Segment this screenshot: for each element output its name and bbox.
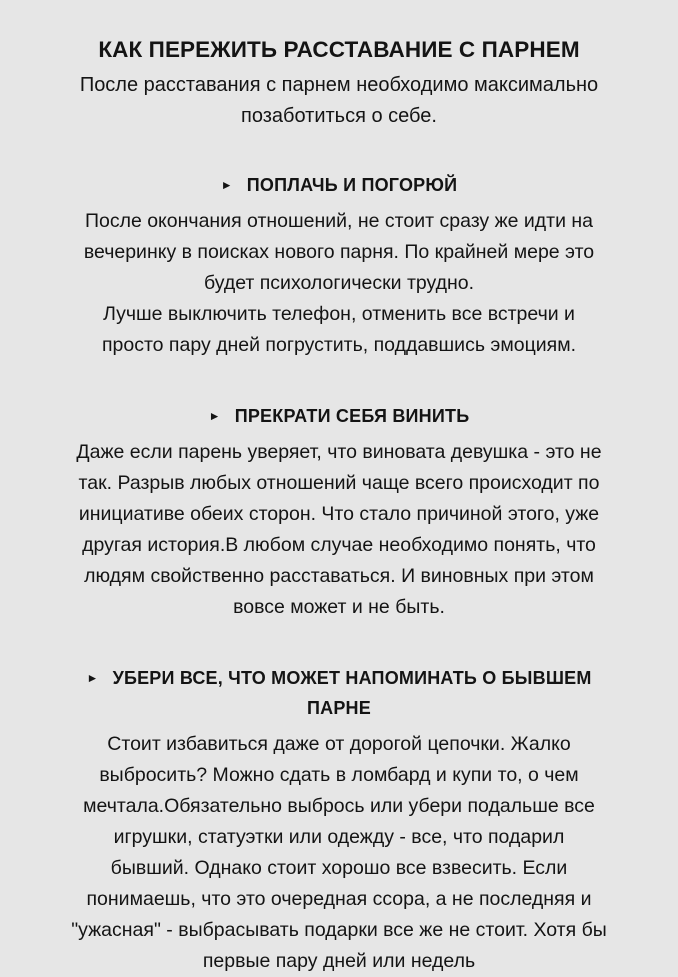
body-line: Стоит избавиться даже от дорогой цепочки. Жалко (107, 733, 571, 755)
triangle-right-icon: ► (220, 178, 233, 192)
body-line: будет психологически трудно. (203, 272, 475, 294)
section-remove-reminders (18, 663, 660, 977)
body-line: Лучше выключить телефон, отменить все встречи и (103, 303, 575, 325)
body-line: мечтала.Обязательно выбрось или убери подальше все (83, 795, 595, 817)
page-title: КАК ПЕРЕЖИТЬ РАССТАВАНИЕ С ПАРНЕМ (98, 37, 580, 62)
section-heading-text: УБЕРИ ВСЕ, ЧТО МОЖЕТ НАПОМИНАТЬ О БЫВШЕМ (112, 668, 592, 688)
body-line: "ужасная" - выбрасывать подарки все же не стоит. Хотя бы (71, 919, 607, 941)
intro-line: После расставания с парнем необходимо максимально (79, 74, 599, 96)
section-body (18, 206, 660, 361)
section-heading-text: ПОПЛАЧЬ И ПОГОРЮЙ (246, 175, 458, 195)
section-heading (18, 663, 660, 723)
section-heading (18, 401, 660, 431)
body-line: вовсе может и не быть. (233, 596, 445, 618)
triangle-right-icon: ► (86, 671, 99, 685)
section-heading (18, 170, 660, 200)
body-line: бывший. Однако стоит хорошо все взвесить. Если (110, 857, 568, 879)
body-line: игрушки, статуэтки или одежду - все, что подарил (113, 826, 565, 848)
body-line: Даже если парень уверяет, что виновата девушка - это не (76, 441, 602, 463)
body-line: понимаешь, что это очередная ссора, а не последняя и (86, 888, 592, 910)
section-cry (18, 170, 660, 361)
body-line: выбросить? Можно сдать в ломбард и купи то, о чем (99, 764, 579, 786)
section-body (18, 729, 660, 977)
body-line: просто пару дней погрустить, поддавшись эмоциям. (101, 334, 577, 356)
section-body (18, 437, 660, 623)
section-stop-blaming (18, 401, 660, 623)
triangle-right-icon: ► (208, 409, 221, 423)
body-line: людям свойственно расставаться. И виновных при этом (84, 565, 594, 587)
body-line: так. Разрыв любых отношений чаще всего происходит по (78, 472, 600, 494)
body-line: вечеринку в поисках нового парня. По крайней мере это (83, 241, 595, 263)
body-line: первые пару дней или недель (202, 950, 476, 972)
body-line: После окончания отношений, не стоит сразу же идти на (84, 210, 594, 232)
intro-text (18, 70, 660, 132)
section-heading-line: ПАРНЕ (307, 698, 371, 718)
body-line: другая история.В любом случае необходимо понять, что (82, 534, 596, 556)
body-line: инициативе обеих сторон. Что стало причиной этого, уже (78, 503, 600, 525)
section-heading-line (18, 663, 660, 693)
section-heading-text: ПРЕКРАТИ СЕБЯ ВИНИТЬ (234, 406, 470, 426)
intro-line: позаботиться о себе. (241, 105, 437, 127)
